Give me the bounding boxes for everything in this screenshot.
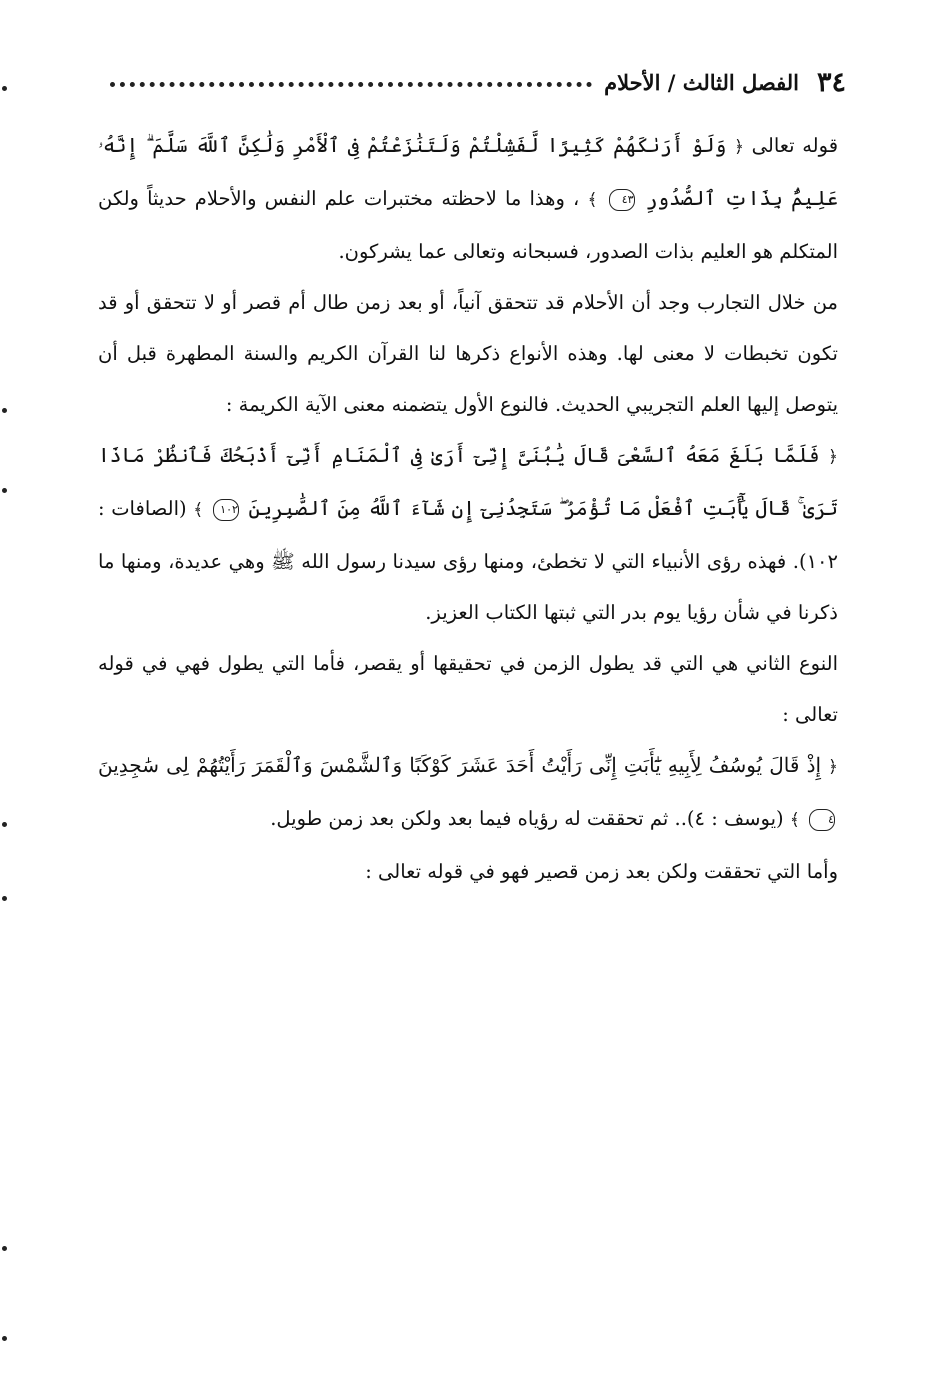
paragraph-2: من خلال التجارب وجد أن الأحلام قد تتحقق آنياً، أو بعد زمن طال أم قصر أو لا تتحقق أو قد تكون تخبطات لا معنى لها. وهذه الأنواع ذكرها لنا القرآن الكريم والسنة المطهرة قبل أن يتوصل إليها العلم التجريبي الحديث. فالنوع الأول يتضمنه معنى الآية الكريمة : bbox=[98, 291, 838, 416]
paragraph-continuation: (يوسف : ٤).. ثم تحققت له رؤياه فيما بعد ولكن بعد زمن طويل. bbox=[270, 807, 784, 830]
quran-verse: إِذْ قَالَ يُوسُفُ لِأَبِيهِ يَٰٓأَبَتِ إِنِّى رَأَيْتُ أَحَدَ عَشَرَ كَوْكَبًا وَٱلشَّمْسَ وَٱلْقَمَرَ رَأَيْتُهُمْ لِى سَٰجِدِينَ bbox=[98, 753, 822, 777]
ayah-number-marker: ٤ bbox=[809, 809, 835, 831]
running-title: الفصل الثالث / الأحلام bbox=[604, 69, 799, 95]
ayah-number-marker: ١٠٢ bbox=[213, 499, 239, 521]
page-header bbox=[98, 60, 846, 104]
ayah-number-marker: ٤٣ bbox=[609, 189, 635, 211]
main-text bbox=[98, 120, 838, 897]
verse-open-bracket: ﴿ bbox=[828, 757, 838, 777]
scan-edge-mark bbox=[2, 488, 7, 493]
verse-open-bracket: ﴿ bbox=[734, 137, 744, 157]
scan-edge-mark bbox=[2, 1246, 7, 1251]
verse-close-bracket: ﴾ bbox=[193, 500, 204, 520]
scan-edge-mark bbox=[2, 1336, 7, 1341]
paragraph-continuation: (الصافات : ١٠٢). فهذه رؤى الأنبياء التي لا تخطئ، ومنها رؤى سيدنا رسول الله ﷺ وهي عديدة، ومنها ما ذكرنا في شأن رؤيا يوم بدر التي ثبتها الكتاب العزيز. bbox=[98, 497, 838, 624]
paragraph-3 bbox=[98, 430, 838, 638]
verse-open-bracket: ﴿ bbox=[828, 447, 839, 467]
scan-edge-mark bbox=[2, 408, 7, 413]
quran-verse: وَلَوْ أَرَىٰكَهُمْ كَثِيرًا لَّفَشِلْتُمْ وَلَتَنَٰزَعْتُمْ فِى ٱلْأَمْرِ وَلَٰكِنَّ ٱللَّهَ سَلَّمَ ۗ إِنَّهُۥ عَلِيمٌۢ بِذَاتِ ٱلصُّدُورِ bbox=[98, 133, 839, 210]
paragraph-6: وأما التي تحققت ولكن بعد زمن قصير فهو في قوله تعالى : bbox=[365, 860, 838, 883]
quran-verse: فَلَمَّا بَلَغَ مَعَهُ ٱلسَّعْىَ قَالَ يَٰبُنَىَّ إِنِّىٓ أَرَىٰ فِى ٱلْمَنَامِ أَنِّىٓ أَذْبَحُكَ فَٱنظُرْ مَاذَا تَرَىٰ ۚ قَالَ يَٰٓأَبَتِ ٱفْعَلْ مَا تُؤْمَرُ ۖ سَتَجِدُنِىٓ إِن شَآءَ ٱللَّهُ مِنَ ٱلصَّٰبِرِينَ bbox=[98, 443, 838, 520]
scan-edge-mark bbox=[2, 822, 7, 827]
verse-close-bracket: ﴾ bbox=[789, 810, 800, 830]
scan-edge-mark bbox=[2, 896, 7, 901]
paragraph-4: النوع الثاني هي التي قد يطول الزمن في تحقيقها أو يقصر، فأما التي يطول فهي في قوله تعالى : bbox=[98, 652, 838, 726]
paragraph-continuation: ، وهذا ما لاحظته مختبرات علم النفس والأحلام حديثاً ولكن المتكلم هو العليم بذات الصدور، فسبحانه وتعالى عما يشركون. bbox=[98, 187, 838, 263]
paragraph-1 bbox=[98, 120, 838, 277]
scan-edge-mark bbox=[2, 86, 7, 91]
verse-close-bracket: ﴾ bbox=[587, 190, 598, 210]
paragraph-intro: قوله تعالى bbox=[751, 134, 839, 157]
page-number: ٣٤ bbox=[816, 66, 846, 98]
header-dotted-rule bbox=[110, 82, 592, 87]
paragraph-5 bbox=[98, 740, 838, 846]
